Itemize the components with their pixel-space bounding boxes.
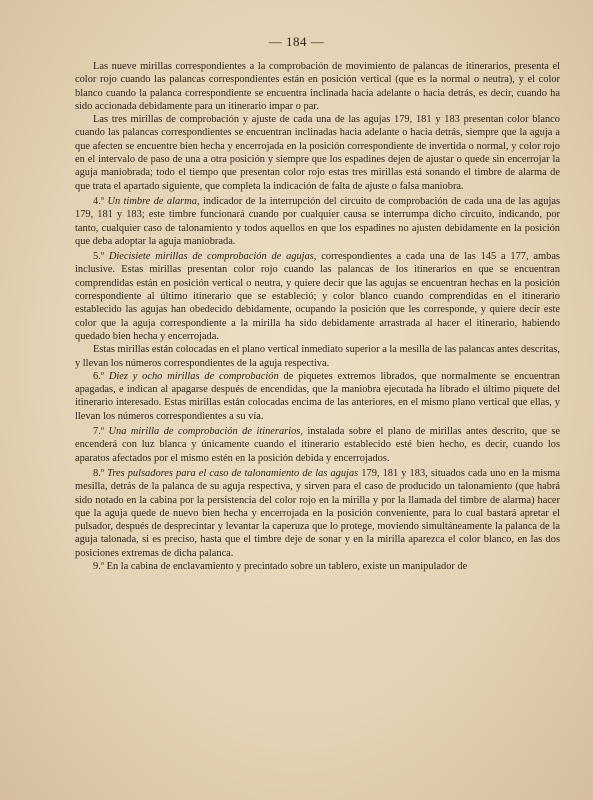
paragraph-item-5 (75, 250, 560, 343)
paragraph-mirillas-ajuste (75, 113, 560, 193)
item-title: Una mirilla de comprobación de itinerarios, (108, 426, 303, 438)
paragraph-mirillas-colocacion (75, 343, 560, 370)
item-title: Un timbre de alarma, (107, 195, 200, 207)
paragraph-text: Las nueve mirillas correspondientes a la comprobación de movimiento de palancas de itinerarios, presenta el color rojo cuando las palancas correspondientes están en posición vertical (que es la normal o neutra), y el color blanco cuando la palanca correspondiente se encuentra inclinada hacia adelante o hacia detrás, es decir, cuando ha sido accionada debidamente para un itinerario impar o par. (75, 61, 560, 112)
paragraph-text: Estas mirillas están colocadas en el plano vertical inmediato superior a la mesilla de las palancas antes descritas, y llevan los números correspondientes de la aguja respectiva. (75, 344, 560, 369)
paragraph-text: Las tres mirillas de comprobación y ajuste de cada una de las agujas 179, 181 y 183 presentan color blanco cuando las palancas correspondientes se encuentran inclinadas hacia adelante o hacia detrás, siempre que la aguja a que afecten se encuentre bien hecha y encerrojada en la posición correspondiente de invertida o normal, y color rojo en el intervalo de paso de una a otra posición y siempre que los espadines dejen de ajustar o quede sin encerrojar la aguja maniobrada; todo el tiempo que presentan color rojo estas tres mirillas está sonando el timbre de alarma de que trata el apartado siguiente, que completa la indicación de falta de ajuste o falsa maniobra. (75, 114, 560, 192)
item-title: Diez y ocho mirillas de comprobación (108, 370, 279, 382)
paragraph-item-9 (75, 560, 560, 573)
item-number: 4.º (93, 195, 105, 207)
item-number: 5.º (93, 251, 105, 263)
paragraph-item-6 (75, 370, 560, 423)
paragraph-text: 179, 181 y 183, situados cada uno en la misma mesilla, detrás de la palanca de su aguja respectiva, y sirven para el caso de producido un talonamiento (que habrá sido notado en la cabina por la persistencia del color rojo en la mirilla y por la llamada del timbre de alarma) hacer que la aguja quede de nuevo bien hecha y encerrojada en la posición conveniente, para lo cual bastará apretar el pulsador, después de desprecintar y levantar la caperuza que lo protege, moviendo simultáneamente la palanca de la aguja talonada, si es preciso, hasta que el timbre deje de sonar y en la mirilla aparezca el color blanco, en las dos posiciones extremas de dicha palanca. (75, 467, 560, 559)
paragraph-mirillas-itinerarios (75, 60, 560, 113)
body-text (75, 60, 560, 573)
item-title: Diecisiete mirillas de comprobación de agujas, (108, 251, 317, 263)
page-number: — 184 — (268, 34, 325, 49)
paragraph-text: de piquetes extremos librados, que normalmente se encuentran apagadas, e indican al apagarse después de encendidas, que la maniobra ejecutada ha librado el último piquete del itinerario interesado. Estas mirillas están colocadas encima de las anteriores, en el mismo plano vertical que ellas, y llevan los números correspondientes a su vía. (75, 370, 560, 422)
item-number: 6.º (93, 370, 105, 382)
item-title: Tres pulsadores para el caso de talonamiento de las agujas (107, 467, 359, 479)
paragraph-text: correspondientes a cada una de las 145 a 177, ambas inclusive. Estas mirillas presentan color rojo cuando las palancas de los itinerarios en que se encuentran comprendidas están en posición vertical o neutra, y quiere decir que las agujas se encuentran hechas en la posición correspondiente al último itinerario que se estableció; y color blanco cuando comprendidas en el itinerario establecido las agujas han obedecido debidamente, ocupando la posición que les corresponde, y quiere decir este color que la aguja correspondiente a la mirilla ha sido debidamente arrastrada al hacer el itinerario, habiendo quedado bien hecha y encerrojada. (75, 251, 560, 342)
item-number: 8.º (93, 467, 105, 479)
paragraph-item-8 (75, 467, 560, 560)
paragraph-text: instalada sobre el plano de mirillas antes descrito, que se encenderá con luz blanca y únicamente cuando el itinerario establecido esté bien hecho, es decir, cuando los aparatos afectados por el mismo estén en la posición debida y encerrojados. (75, 426, 560, 464)
item-number: 9.º (93, 560, 105, 572)
paragraph-item-7 (75, 425, 560, 465)
paragraph-text: En la cabina de enclavamiento y precintado sobre un tablero, existe un manipulador de (106, 560, 468, 572)
paragraph-text: indicador de la interrupción del circuito de comprobación de cada una de las agujas 179, 181 y 183; este timbre funcionará cuando por cualquier causa se interrumpa dicho circuito, indicando, por tanto, cualquier caso de talonamiento y todos aquellos en que los espadines no ajusten debidamente en la posición que deba adoptar la aguja maniobrada. (75, 195, 560, 247)
item-number: 7.º (93, 426, 105, 438)
paragraph-item-4 (75, 195, 560, 248)
